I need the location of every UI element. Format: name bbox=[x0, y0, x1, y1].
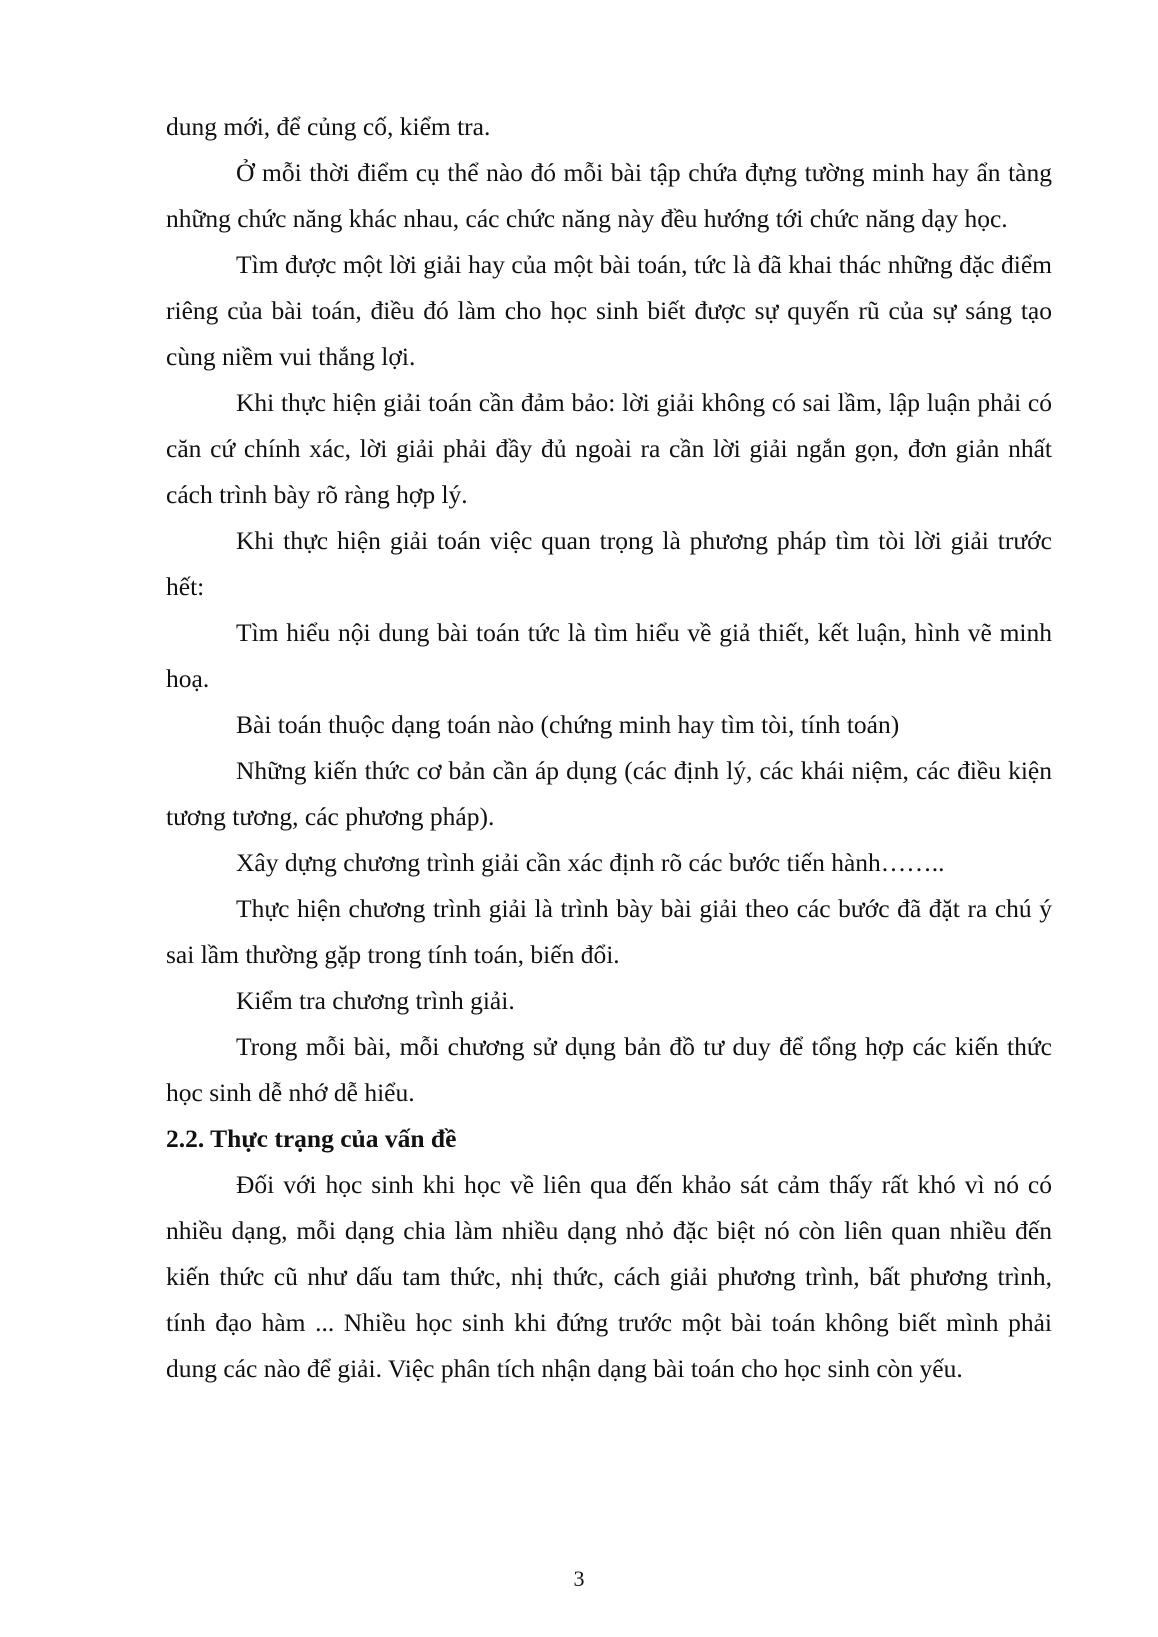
paragraph: dung mới, để củng cố, kiểm tra. bbox=[166, 112, 491, 141]
paragraph: Ở mỗi thời điểm cụ thể nào đó mỗi bài tập chứa đựng tường minh hay ẩn tàng những chức năng khác nhau, các chức năng này đều hướng tới chức năng dạy học. bbox=[166, 158, 1052, 233]
paragraph: Tìm được một lời giải hay của một bài toán, tức là đã khai thác những đặc điểm riêng của bài toán, điều đó làm cho học sinh biết được sự quyến rũ của sự sáng tạo cùng niềm vui thắng lợi. bbox=[166, 250, 1052, 371]
section-heading: 2.2. Thực trạng của vấn đề bbox=[166, 1124, 457, 1153]
paragraph: Những kiến thức cơ bản cần áp dụng (các định lý, các khái niệm, các điều kiện tương tương, các phương pháp). bbox=[166, 756, 1052, 831]
paragraph: Thực hiện chương trình giải là trình bày bài giải theo các bước đã đặt ra chú ý sai lầm thường gặp trong tính toán, biến đổi. bbox=[166, 894, 1052, 969]
page-number: 3 bbox=[573, 1566, 585, 1591]
paragraph: Kiểm tra chương trình giải. bbox=[236, 986, 515, 1015]
document-body bbox=[166, 104, 1052, 1392]
paragraph: Đối với học sinh khi học về liên qua đến khảo sát cảm thấy rất khó vì nó có nhiều dạng, mỗi dạng chia làm nhiều dạng nhỏ đặc biệt nó còn liên quan nhiều đến kiến thức cũ như dấu tam thức, nhị thức, cách giải phương trình, bất phương trình, tính đạo hàm ... Nhiều học sinh khi đứng trước một bài toán không biết mình phải dung các nào để giải. Việc phân tích nhận dạng bài toán cho học sinh còn yếu. bbox=[166, 1170, 1052, 1383]
paragraph: Khi thực hiện giải toán việc quan trọng là phương pháp tìm tòi lời giải trước hết: bbox=[166, 526, 1052, 601]
paragraph: Trong mỗi bài, mỗi chương sử dụng bản đồ tư duy để tổng hợp các kiến thức học sinh dễ nhớ dễ hiểu. bbox=[166, 1032, 1052, 1107]
paragraph: Xây dựng chương trình giải cần xác định rõ các bước tiến hành…….. bbox=[236, 848, 945, 877]
paragraph: Bài toán thuộc dạng toán nào (chứng minh hay tìm tòi, tính toán) bbox=[236, 710, 900, 739]
paragraph: Tìm hiểu nội dung bài toán tức là tìm hiểu về giả thiết, kết luận, hình vẽ minh hoạ. bbox=[166, 618, 1052, 693]
paragraph: Khi thực hiện giải toán cần đảm bảo: lời giải không có sai lầm, lập luận phải có căn cứ chính xác, lời giải phải đầy đủ ngoài ra cần lời giải ngắn gọn, đơn giản nhất cách trình bày rõ ràng hợp lý. bbox=[166, 388, 1052, 509]
